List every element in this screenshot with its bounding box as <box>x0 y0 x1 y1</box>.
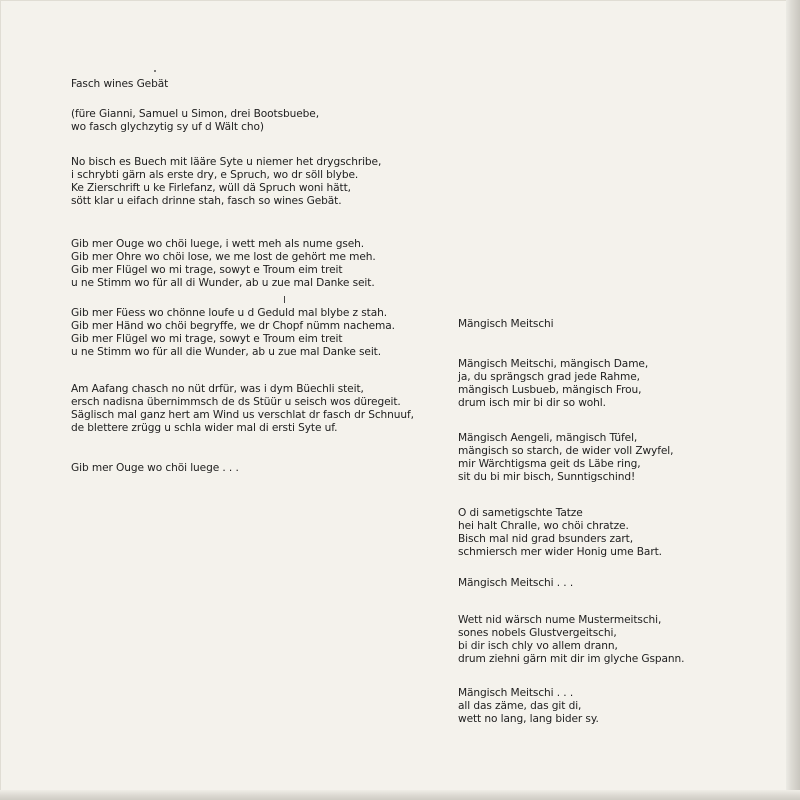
stanza <box>458 358 648 410</box>
verse-line: Gib mer Ouge wo chöi luege . . . <box>71 462 239 474</box>
verse-line: Gib mer Flügel wo mi trage, sowyt e Troum eim treit <box>71 333 343 345</box>
verse-line: Gib mer Ouge wo chöi luege, i wett meh als nume gseh. <box>71 238 365 250</box>
verse-line: Bisch mal nid grad bsunders zart, <box>458 533 633 545</box>
verse-line: drum ziehni gärn mit dir im glyche Gspann. <box>458 653 685 665</box>
paper-mark <box>284 296 285 303</box>
verse-line: i schrybti gärn als erste dry, e Spruch, wo dr söll blybe. <box>71 169 359 181</box>
dedication-line: wo fasch glychzytig sy uf d Wält cho) <box>71 121 264 133</box>
verse-line: Mängisch Meitschi . . . <box>458 577 574 589</box>
verse-line: mängisch so starch, de wider voll Zwyfel, <box>458 445 674 457</box>
verse-line: No bisch es Buech mit lääre Syte u niemer het drygschribe, <box>71 156 382 168</box>
poem-dedication <box>71 108 319 134</box>
stanza-refrain <box>458 577 573 590</box>
verse-line: Gib mer Füess wo chönne loufe u d Geduld mal blybe z stah. <box>71 307 387 319</box>
page-edge-right <box>786 0 800 800</box>
verse-line: ersch nadisna übernimmsch de ds Stüür u seisch wos düregeit. <box>71 396 401 408</box>
verse-line: Am Aafang chasch no nüt drfür, was i dym Büechli steit, <box>71 383 364 395</box>
verse-line: Säglisch mal ganz hert am Wind us verschlat dr fasch dr Schnuuf, <box>71 409 414 421</box>
verse-line: drum isch mir bi dir so wohl. <box>458 397 606 409</box>
verse-line: hei halt Chralle, wo chöi chratze. <box>458 520 629 532</box>
page-edge-bottom <box>0 790 800 800</box>
verse-line: Mängisch Aengeli, mängisch Tüfel, <box>458 432 638 444</box>
stanza <box>71 307 395 359</box>
verse-line: sött klar u eifach drinne stah, fasch so wines Gebät. <box>71 195 342 207</box>
verse-line: sit du bi mir bisch, Sunntigschind! <box>458 471 636 483</box>
verse-line: Mängisch Meitschi . . . <box>458 687 574 699</box>
stanza <box>458 507 662 559</box>
poem-title: Fasch wines Gebät <box>71 78 169 90</box>
verse-line: O di sametigschte Tatze <box>458 507 583 519</box>
verse-line: bi dir isch chly vo allem drann, <box>458 640 618 652</box>
verse-line: ja, du sprängsch grad jede Rahme, <box>458 371 640 383</box>
poem-title: Mängisch Meitschi <box>458 318 554 330</box>
stanza-refrain <box>71 462 239 475</box>
verse-line: mir Wärchtigsma geit ds Läbe ring, <box>458 458 641 470</box>
verse-line: u ne Stimm wo für all di Wunder, ab u zue mal Danke seit. <box>71 277 375 289</box>
verse-line: schmiersch mer wider Honig ume Bart. <box>458 546 662 558</box>
verse-line: Wett nid wärsch nume Mustermeitschi, <box>458 614 662 626</box>
verse-line: de blettere zrügg u schla wider mal di ersti Syte uf. <box>71 422 338 434</box>
verse-line: mängisch Lusbueb, mängisch Frou, <box>458 384 642 396</box>
verse-line: Gib mer Flügel wo mi trage, sowyt e Troum eim treit <box>71 264 343 276</box>
stanza <box>71 238 376 290</box>
stanza <box>71 156 381 208</box>
verse-line: u ne Stimm wo für all die Wunder, ab u zue mal Danke seit. <box>71 346 382 358</box>
stanza <box>458 432 673 484</box>
stanza <box>71 383 414 435</box>
verse-line: Ke Zierschrift u ke Firlefanz, wüll dä Spruch woni hätt, <box>71 182 351 194</box>
verse-line: all das zäme, das git di, <box>458 700 582 712</box>
stanza <box>458 614 684 666</box>
stanza <box>458 687 599 726</box>
verse-line: Mängisch Meitschi, mängisch Dame, <box>458 358 649 370</box>
dedication-line: (füre Gianni, Samuel u Simon, drei Bootsbuebe, <box>71 108 319 120</box>
paper-speck <box>154 70 156 72</box>
verse-line: sones nobels Glustvergeitschi, <box>458 627 617 639</box>
verse-line: Gib mer Händ wo chöi begryffe, we dr Chopf nümm nachema. <box>71 320 395 332</box>
verse-line: Gib mer Ohre wo chöi lose, we me lost de gehört me meh. <box>71 251 376 263</box>
verse-line: wett no lang, lang bider sy. <box>458 713 599 725</box>
